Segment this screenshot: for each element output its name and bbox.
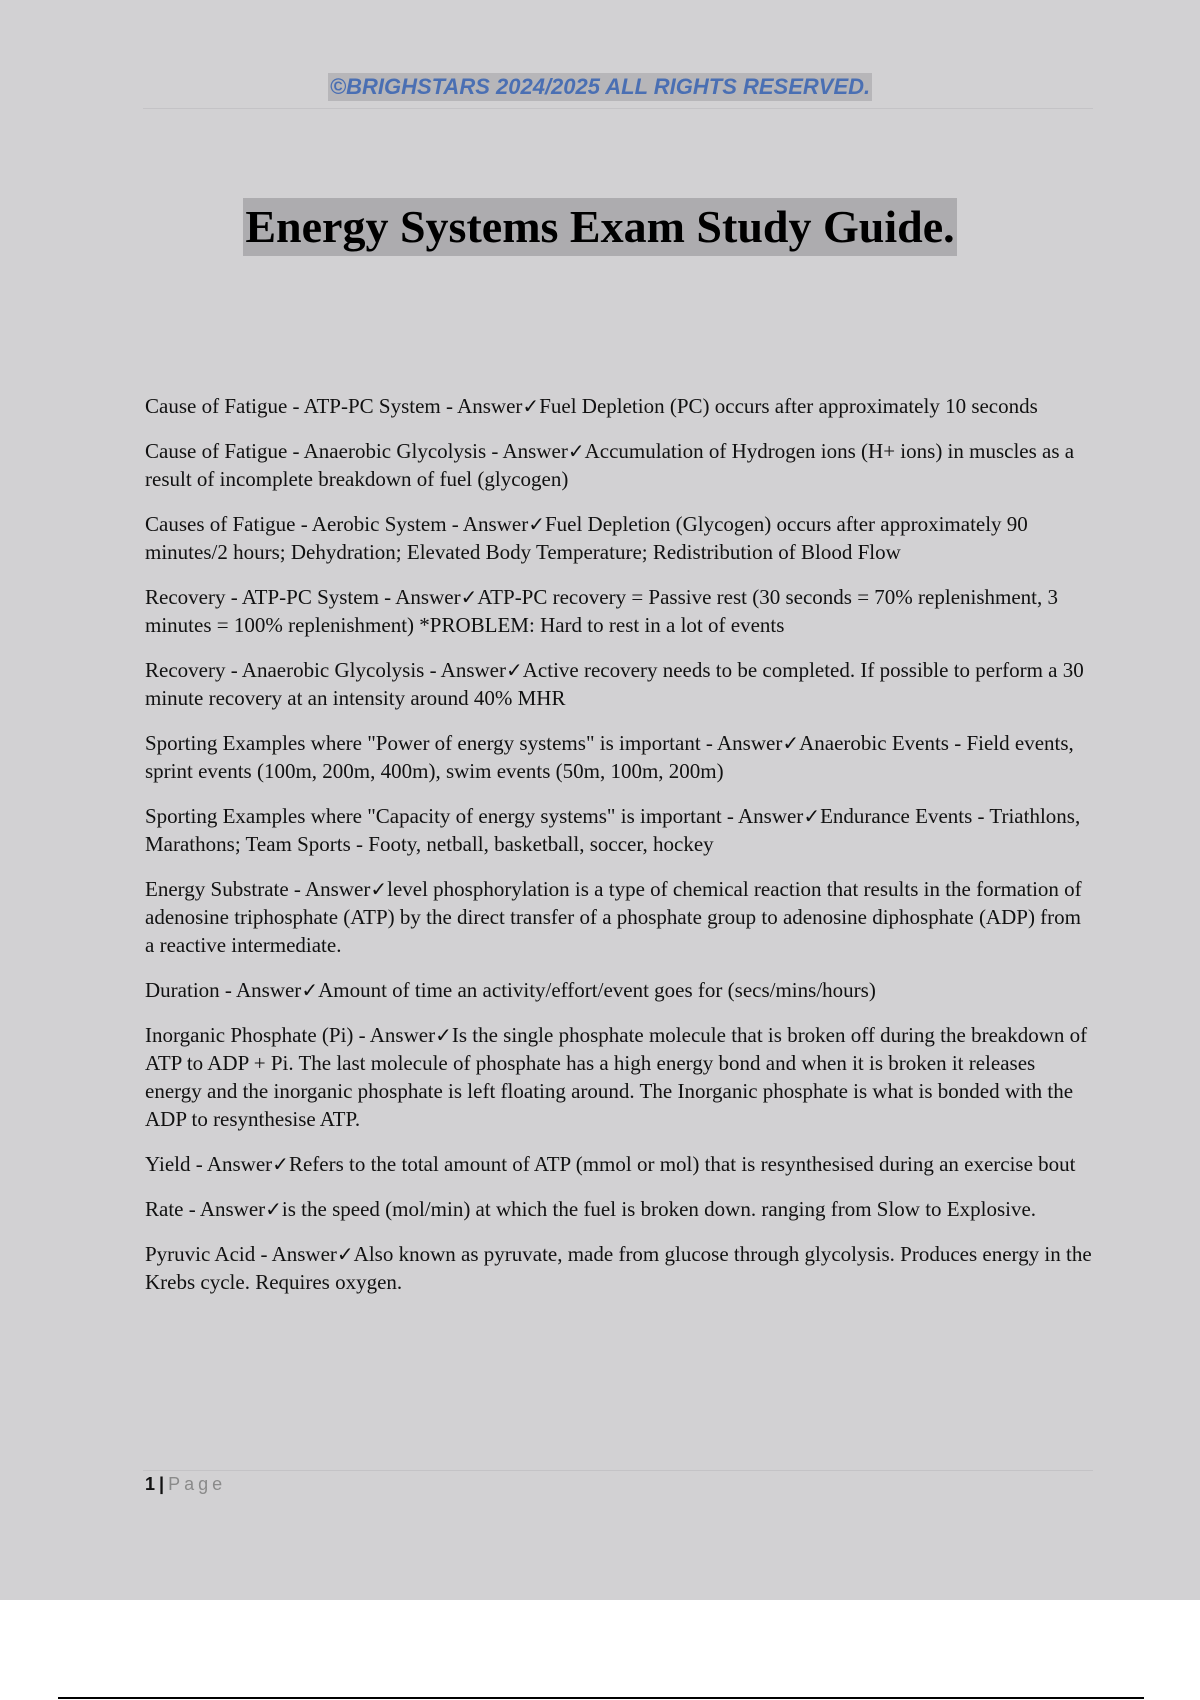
study-entry bbox=[145, 656, 1095, 712]
page-separator: | bbox=[159, 1474, 165, 1494]
footer-divider bbox=[143, 1470, 1093, 1471]
entry-answer: Also known as pyruvate, made from glucose through glycolysis. Produces energy in the Krebs cycle. Requires oxygen. bbox=[145, 1242, 1092, 1294]
study-entry bbox=[145, 392, 1095, 420]
check-icon: ✓ bbox=[803, 804, 821, 828]
answer-marker: Answer bbox=[717, 731, 783, 755]
study-entry bbox=[145, 437, 1095, 493]
study-entry bbox=[145, 510, 1095, 566]
answer-marker: Answer bbox=[440, 658, 506, 682]
entry-question: Cause of Fatigue - Anaerobic Glycolysis - bbox=[145, 439, 503, 463]
study-entry bbox=[145, 729, 1095, 785]
study-entry bbox=[145, 802, 1095, 858]
study-entry bbox=[145, 875, 1095, 959]
entry-answer: Accumulation of Hydrogen ions (H+ ions) in muscles as a result of incomplete breakdown of fuel (glycogen) bbox=[145, 439, 1075, 491]
entry-answer: Endurance Events - Triathlons, Marathons; Team Sports - Footy, netball, basketball, soccer, hockey bbox=[145, 804, 1081, 856]
entry-answer: Is the single phosphate molecule that is broken off during the breakdown of ATP to ADP + Pi. The last molecule of phosphate has a high energy bond and when it is broken it releases energy and the inorganic phosphate is left floating around. The Inorganic phosphate is what is bonded with the ADP to resynthesise ATP. bbox=[145, 1023, 1088, 1131]
entry-question: Pyruvic Acid - bbox=[145, 1242, 272, 1266]
bottom-divider bbox=[58, 1697, 1144, 1699]
copyright-text: ©BRIGHSTARS 2024/2025 ALL RIGHTS RESERVED. bbox=[329, 74, 871, 99]
answer-marker: Answer bbox=[235, 978, 302, 1002]
entry-question: Inorganic Phosphate (Pi) - bbox=[145, 1023, 370, 1047]
entry-answer: Fuel Depletion (Glycogen) occurs after approximately 90 minutes/2 hours; Dehydration; Elevated Body Temperature; Redistribution of Blood Flow bbox=[145, 512, 1028, 564]
check-icon: ✓ bbox=[301, 978, 319, 1002]
entry-question: Rate - bbox=[145, 1197, 200, 1221]
check-icon: ✓ bbox=[272, 1152, 289, 1176]
entry-question: Duration - bbox=[145, 978, 236, 1002]
title-block bbox=[0, 198, 1200, 256]
entry-question: Cause of Fatigue - ATP-PC System - bbox=[145, 394, 458, 418]
entry-answer: Anaerobic Events - Field events, sprint events (100m, 200m, 400m), swim events (50m, 100m, 200m) bbox=[145, 731, 1074, 783]
entry-answer: ATP-PC recovery = Passive rest (30 seconds = 70% replenishment, 3 minutes = 100% replenishment) *PROBLEM: Hard to rest in a lot of events bbox=[145, 585, 1059, 637]
answer-marker: Answer bbox=[369, 1023, 436, 1047]
entry-answer: level phosphorylation is a type of chemical reaction that results in the formation of adenosine triphosphate (ATP) by the direct transfer of a phosphate group to adenosine diphosphate (ADP) from a reactive intermediate. bbox=[145, 877, 1082, 957]
study-entry bbox=[145, 1021, 1095, 1133]
answer-marker: Answer bbox=[305, 877, 371, 901]
copyright-header bbox=[0, 73, 1200, 101]
answer-marker: Answer bbox=[737, 804, 804, 828]
check-icon: ✓ bbox=[522, 394, 540, 418]
entry-question: Recovery - ATP-PC System - bbox=[145, 585, 396, 609]
entry-answer: Active recovery needs to be completed. If possible to perform a 30 minute recovery at an intensity around 40% MHR bbox=[145, 658, 1084, 710]
check-icon: ✓ bbox=[567, 439, 585, 463]
entry-question: Sporting Examples where "Capacity of energy systems" is important - bbox=[145, 804, 738, 828]
entry-answer: Fuel Depletion (PC) occurs after approximately 10 seconds bbox=[539, 394, 1038, 418]
check-icon: ✓ bbox=[506, 658, 523, 682]
entry-answer: Refers to the total amount of ATP (mmol or mol) that is resynthesised during an exercise bout bbox=[288, 1152, 1076, 1176]
entry-question: Yield - bbox=[145, 1152, 207, 1176]
answer-marker: Answer bbox=[271, 1242, 337, 1266]
check-icon: ✓ bbox=[265, 1197, 282, 1221]
answer-marker: Answer bbox=[502, 439, 568, 463]
study-entry bbox=[145, 1240, 1095, 1296]
entry-question: Energy Substrate - bbox=[145, 877, 306, 901]
study-entry bbox=[145, 583, 1095, 639]
entry-answer: Amount of time an activity/effort/event goes for (secs/mins/hours) bbox=[318, 978, 876, 1002]
entry-question: Causes of Fatigue - Aerobic System - bbox=[145, 512, 463, 536]
check-icon: ✓ bbox=[460, 585, 478, 609]
answer-marker: Answer bbox=[457, 394, 523, 418]
entry-question: Sporting Examples where "Power of energy systems" is important - bbox=[145, 731, 718, 755]
check-icon: ✓ bbox=[528, 512, 545, 536]
page-number: 1 bbox=[145, 1474, 156, 1494]
check-icon: ✓ bbox=[435, 1023, 452, 1047]
entry-question: Recovery - Anaerobic Glycolysis - bbox=[145, 658, 441, 682]
study-entry bbox=[145, 1150, 1095, 1178]
page-label: Page bbox=[168, 1474, 227, 1494]
answer-marker: Answer bbox=[462, 512, 529, 536]
check-icon: ✓ bbox=[782, 731, 800, 755]
check-icon: ✓ bbox=[370, 877, 388, 901]
entry-answer: is the speed (mol/min) at which the fuel is broken down. ranging from Slow to Explosive. bbox=[281, 1197, 1037, 1221]
page-footer bbox=[145, 1474, 226, 1495]
header-divider bbox=[143, 108, 1093, 109]
study-entries bbox=[145, 392, 1095, 1313]
answer-marker: Answer bbox=[395, 585, 461, 609]
study-entry bbox=[145, 1195, 1095, 1223]
check-icon: ✓ bbox=[336, 1242, 354, 1266]
page-title: Energy Systems Exam Study Guide. bbox=[243, 198, 956, 256]
answer-marker: Answer bbox=[199, 1197, 266, 1221]
answer-marker: Answer bbox=[206, 1152, 273, 1176]
study-entry bbox=[145, 976, 1095, 1004]
